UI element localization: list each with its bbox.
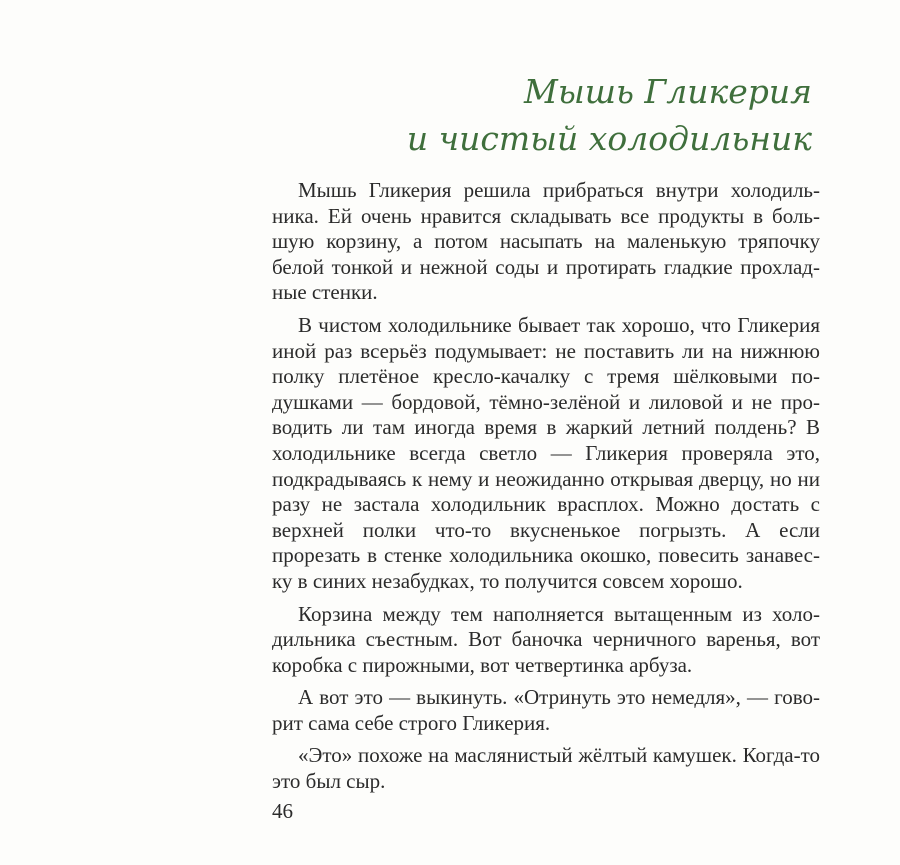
paragraph-2: В чистом холодильнике бывает так хорошо, что Гликерия иной раз всерьёз подумывает: не поставить ли на нижнюю полку плетёное кресло-качалку с тремя шёлковыми подушками — бордовой, тёмно-зелёной и лиловой и не проводить ли там иногда время в жаркий летний полдень? В холодильнике всегда светло — Гликерия проверяла это, подкрадываясь к нему и неожиданно открывая дверцу, но ни разу не застала холодильник врасплох. Можно достать с верхней полки что-то вкусненькое погрызть. А если прорезать в стенке холодильника окошко, повесить занавеску в синих незабудках, то получится совсем хорошо. bbox=[272, 312, 820, 593]
paragraph-4: А вот это — выкинуть. «Отринуть это немедля», — говорит сама себе строго Гликерия. bbox=[272, 685, 820, 735]
chapter-title-line-2: и чистый холодильник bbox=[406, 119, 812, 158]
paragraph-3: Корзина между тем наполняется вытащенным из холодильника съестным. Вот баночка черничного варенья, вот коробка с пирожными, вот четвертинка арбуза. bbox=[272, 601, 820, 677]
paragraph-5: «Это» похоже на маслянистый жёлтый камушек. Когда-то это был сыр. bbox=[272, 743, 820, 794]
chapter-title-line-1: Мышь Гликерия bbox=[524, 72, 812, 111]
page-number: 46 bbox=[272, 799, 293, 823]
paragraph-1: Мышь Гликерия решила прибраться внутри холодильника. Ей очень нравится складывать все продукты в большую корзину, а потом насыпать на маленькую тряпочку белой тонкой и нежной соды и протирать гладкие прохладные стенки. bbox=[272, 178, 820, 305]
chapter-title bbox=[407, 68, 812, 162]
story-text bbox=[272, 178, 820, 802]
